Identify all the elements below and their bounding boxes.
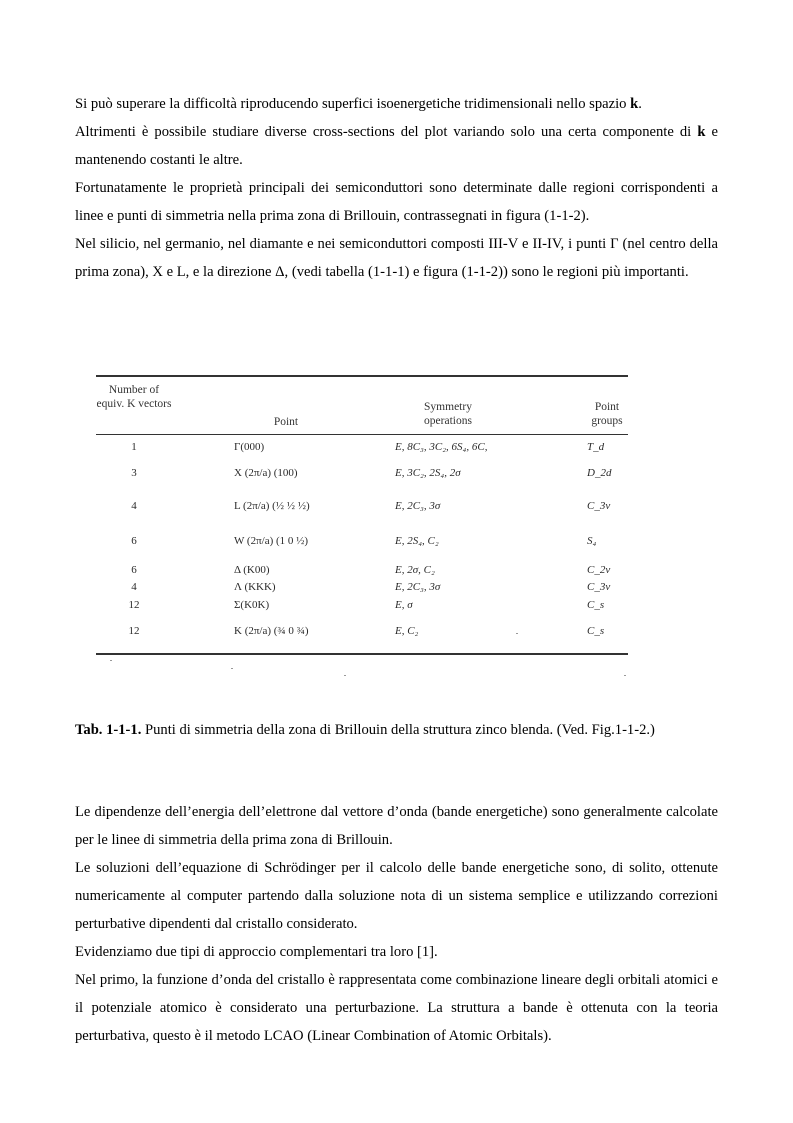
- table-cell-point-group: C_3v: [587, 581, 611, 593]
- table-cell-point: Σ(K0K): [234, 599, 270, 611]
- table-cell-operations: E, 3C₂, 2S₄, 2σ: [395, 467, 461, 479]
- table-cell-count: 4: [131, 581, 137, 593]
- table-header-rule: [96, 434, 628, 435]
- table-cell-point: Δ (K00): [234, 564, 270, 576]
- intro-paragraph-1: Si può superare la difficoltà riproducendo superfici isoenergetiche tridimensionali nello spazio k.: [75, 96, 642, 112]
- table-cell-point: W (2π/a) (1 0 ½): [234, 535, 309, 547]
- intro-text: [75, 90, 718, 286]
- table-cell-count: 1: [131, 441, 137, 453]
- scan-speck: [110, 660, 112, 661]
- table-cell-point-group: D_2d: [587, 467, 612, 479]
- scan-speck: [344, 675, 346, 676]
- table-cell-operations: E, 2σ, C₂: [395, 564, 435, 576]
- scan-speck: [231, 668, 233, 669]
- body-paragraph-4: Nel primo, la funzione d’onda del cristallo è rappresentata come combinazione lineare degli orbitali atomici e il potenziale atomico è considerato una perturbazione. La struttura a bande è ottenuta con la teoria perturbativa, questo è il metodo LCAO (Linear Combination of Atomic Orbitals).: [75, 972, 718, 1044]
- table-cell-operations: E, 2C₃, 3σ: [395, 581, 441, 593]
- table-cell-point-group: C_s: [587, 599, 605, 611]
- table-cell-operations: E, σ: [395, 599, 413, 611]
- table-cell-point: X (2π/a) (100): [234, 467, 298, 479]
- k-vector-bold: k: [630, 96, 639, 112]
- header-groups: Point groups: [591, 401, 623, 427]
- table-cell-count: 6: [131, 564, 137, 576]
- scan-speck: [516, 633, 518, 634]
- intro-paragraph-3: Fortunatamente le proprietà principali dei semiconduttori sono determinate dalle regioni corrispondenti a linee e punti di simmetria nella prima zona di Brillouin, contrassegnati in figura (1-1-2).: [75, 180, 718, 224]
- table-cell-point-group: T_d: [587, 441, 605, 453]
- table-cell-point-group: S₄: [587, 535, 597, 547]
- intro-paragraph-4: Nel silicio, nel germanio, nel diamante e nei semiconduttori composti III-V e II-IV, i punti Γ (nel centro della prima zona), X e L, e la direzione Δ, (vedi tabella (1-1-1) e figura (1-1-2)) sono le regioni più importanti.: [75, 236, 718, 280]
- table-cell-count: 3: [131, 467, 137, 479]
- table-cell-point-group: C_2v: [587, 564, 611, 576]
- table-cell-operations: E, C₂: [395, 625, 419, 637]
- table-cell-count: 4: [131, 500, 137, 512]
- scan-speck: [624, 675, 626, 676]
- body-paragraph-2: Le soluzioni dell’equazione di Schrödinger per il calcolo delle bande energetiche sono, di solito, ottenute numericamente al computer partendo dalla soluzione nota di un sistema semplice e utilizzando correzioni perturbative dipendenti dal cristallo considerato.: [75, 860, 718, 932]
- intro-paragraph-2: Altrimenti è possibile studiare diverse cross-sections del plot variando solo una certa componente di k e mantenendo costanti le altre.: [75, 124, 718, 168]
- table-cell-count: 12: [128, 599, 140, 611]
- k-vector-bold: k: [697, 124, 706, 140]
- table-caption: [75, 719, 735, 741]
- table-top-rule: [96, 375, 628, 377]
- table-cell-operations: E, 2S₄, C₂: [395, 535, 439, 547]
- header-number: Number of equiv. K vectors: [96, 384, 172, 410]
- body-paragraph-1: Le dipendenze dell’energia dell’elettrone dal vettore d’onda (bande energetiche) sono generalmente calcolate per le linee di simmetria della prima zona di Brillouin.: [75, 804, 718, 848]
- table-bottom-rule: [96, 653, 628, 655]
- header-point: Point: [273, 416, 299, 428]
- table-cell-point: L (2π/a) (½ ½ ½): [234, 500, 310, 512]
- body-paragraph-3: Evidenziamo due tipi di approccio complementari tra loro [1].: [75, 944, 438, 960]
- table-cell-point: K (2π/a) (¾ 0 ¾): [234, 625, 309, 637]
- body-text: [75, 798, 718, 1050]
- table-cell-operations: E, 8C₃, 3C₂, 6S₄, 6C,: [395, 441, 488, 453]
- table-cell-count: 6: [131, 535, 137, 547]
- caption-label: Tab. 1-1-1.: [75, 722, 142, 738]
- table-cell-operations: E, 2C₃, 3σ: [395, 500, 441, 512]
- header-symmetry: Symmetry operations: [424, 401, 472, 427]
- table-cell-point: Γ(000): [234, 441, 265, 453]
- table-cell-count: 12: [128, 625, 140, 637]
- symmetry-points-table: [96, 375, 628, 683]
- table-cell-point: Λ (KKK): [234, 581, 276, 593]
- table-cell-point-group: C_s: [587, 625, 605, 637]
- table-cell-point-group: C_3v: [587, 500, 611, 512]
- caption-text: Punti di simmetria della zona di Brillouin della struttura zinco blenda. (Ved. Fig.1-1-2.): [141, 722, 655, 738]
